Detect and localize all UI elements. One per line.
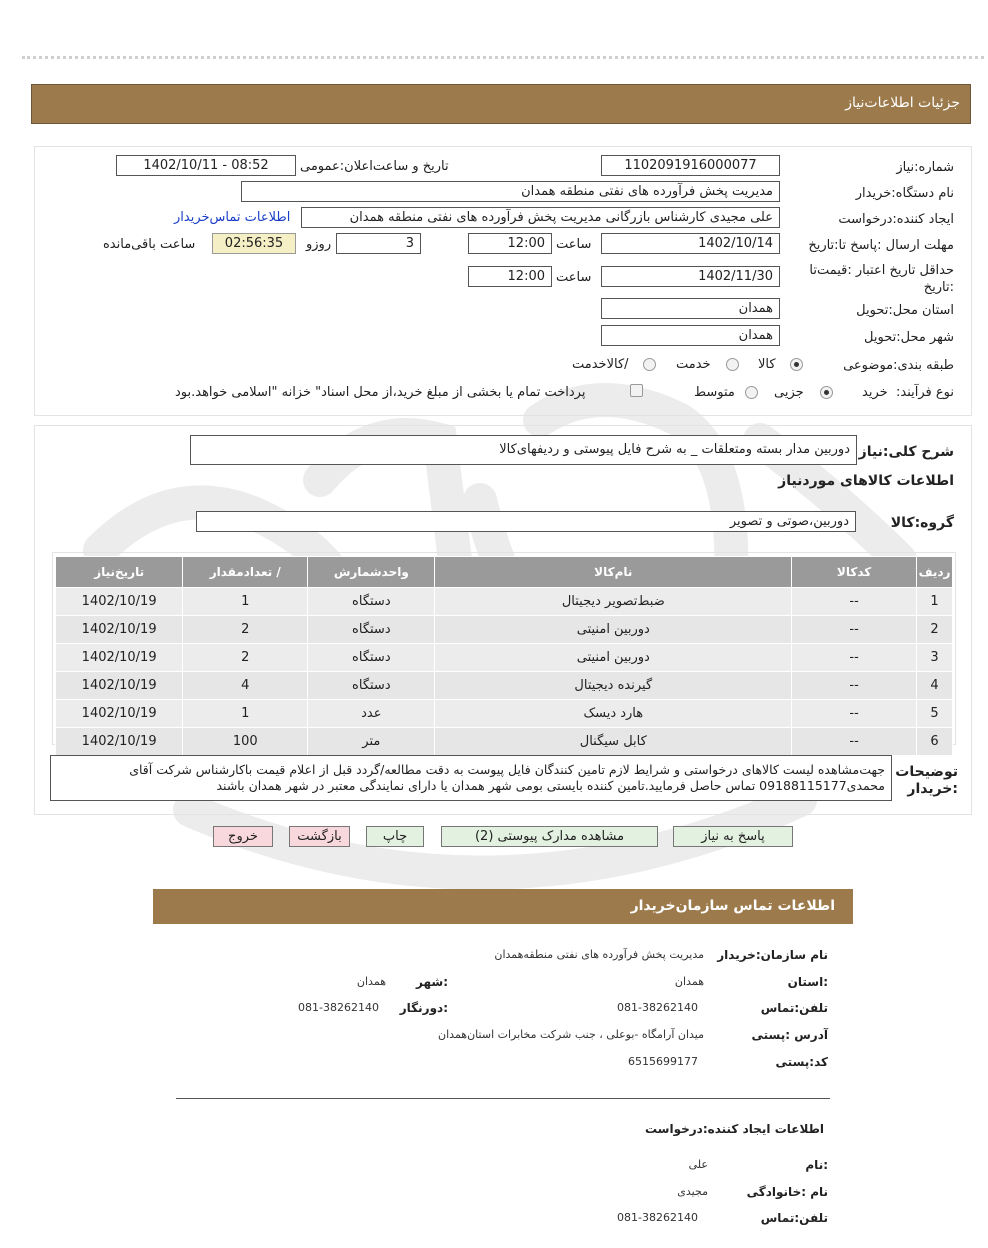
cell-qty: 2: [183, 616, 308, 644]
category-goods-service-radio[interactable]: [643, 358, 656, 371]
cell-code: --: [792, 672, 917, 700]
contact-fax-value: 081-38262140: [298, 1001, 379, 1014]
cell-code: --: [792, 616, 917, 644]
cell-code: --: [792, 588, 917, 616]
contact-phone-value: 081-38262140: [617, 1001, 698, 1014]
contact-province-label: :استان: [787, 975, 828, 989]
contact-city-label: :شهر: [416, 975, 448, 989]
cell-qty: 100: [183, 728, 308, 756]
cell-name: دوربین امنیتی: [435, 616, 792, 644]
cell-date: 1402/10/19: [56, 700, 183, 728]
validity-date-field: 1402/11/30: [601, 266, 780, 287]
contact-org-value: مدیریت پخش فرآورده های نفتی منطقه‌همدان: [494, 948, 704, 961]
cell-row: 2: [917, 616, 953, 644]
cell-qty: 2: [183, 644, 308, 672]
cell-qty: 1: [183, 700, 308, 728]
reply-button[interactable]: پاسخ به نیاز: [673, 826, 793, 847]
cell-name: ضبط‌تصویر دیجیتال: [435, 588, 792, 616]
cell-name: کابل سیگنال: [435, 728, 792, 756]
contact-fax-label: :دورنگار: [399, 1001, 448, 1015]
goods-group-field: دوربین،صوتی و تصویر: [196, 511, 856, 532]
contact-address-label: آدرس :پستی: [751, 1028, 828, 1042]
province-field: همدان: [601, 298, 780, 319]
remaining-time-label: ساعت باقی‌مانده: [103, 237, 196, 252]
items-table: [55, 556, 953, 756]
attachments-button[interactable]: مشاهده مدارک پیوستی (2): [441, 826, 658, 847]
process-minor-label: جزیی: [774, 385, 804, 400]
contact-org-label: نام سازمان:خریدار: [717, 948, 828, 962]
deadline-time-label: ساعت: [556, 237, 592, 252]
creator-name-label: :نام: [805, 1158, 828, 1172]
creator-phone-value: 081-38262140: [617, 1211, 698, 1224]
need-number-field: 1102091916000077: [601, 155, 780, 176]
process-minor-radio[interactable]: [820, 386, 833, 399]
cell-code: --: [792, 728, 917, 756]
summary-field: دوربین مدار بسته ومتعلقات _ به شرح فایل پیوستی و ردیفهای‌کالا: [190, 435, 857, 465]
contact-phone-label: تلفن:تماس: [760, 1001, 828, 1015]
buyer-org-field: مدیریت پخش فرآورده های نفتی منطقه همدان: [241, 181, 780, 202]
contact-address-value: میدان آرامگاه -بوعلی ، جنب شرکت مخابرات استان‌همدان: [438, 1028, 704, 1041]
deadline-date-field: 1402/10/14: [601, 233, 780, 254]
creator-field: علی مجیدی کارشناس بازرگانی مدیریت پخش فرآورده های نفتی منطقه همدان: [301, 207, 780, 228]
validity-time-label: ساعت: [556, 270, 592, 285]
contact-section-title: اطلاعات تماس سازمان‌خریدار: [630, 898, 835, 914]
col-name-header: نام‌کالا: [435, 557, 792, 588]
category-service-radio[interactable]: [726, 358, 739, 371]
contact-province-value: همدان: [674, 975, 704, 988]
deadline-time-field: 12:00: [468, 233, 552, 254]
table-row: [56, 644, 953, 672]
days-label: روزو: [306, 237, 332, 252]
province-label: استان محل:تحویل: [856, 303, 954, 318]
cell-unit: متر: [308, 728, 435, 756]
cell-row: 5: [917, 700, 953, 728]
contact-section-header: [153, 889, 853, 924]
creator-family-value: مجیدی: [677, 1185, 708, 1198]
cell-date: 1402/10/19: [56, 644, 183, 672]
exit-button[interactable]: خروج: [213, 826, 273, 847]
cell-date: 1402/10/19: [56, 588, 183, 616]
cell-name: گیرنده دیجیتال: [435, 672, 792, 700]
cell-name: هارد دیسک: [435, 700, 792, 728]
summary-label: شرح کلی:نیاز: [858, 444, 954, 460]
process-medium-radio[interactable]: [745, 386, 758, 399]
cell-date: 1402/10/19: [56, 672, 183, 700]
table-row: [56, 728, 953, 756]
page-title: جزئیات اطلاعات‌نیاز: [845, 95, 960, 111]
cell-qty: 4: [183, 672, 308, 700]
validity-label: حداقل تاریخ اعتبار :قیمت‌تا :تاریخ: [809, 263, 954, 295]
cell-row: 4: [917, 672, 953, 700]
category-label: طبقه بندی:موضوعی: [843, 358, 954, 373]
page-header: [31, 84, 971, 124]
cell-unit: دستگاه: [308, 588, 435, 616]
creator-name-value: علی: [688, 1158, 708, 1171]
contact-postal-value: 6515699177: [628, 1055, 698, 1068]
cell-unit: دستگاه: [308, 672, 435, 700]
treasury-payment-checkbox[interactable]: [630, 384, 643, 397]
category-goods-label: کالا: [758, 357, 776, 372]
cell-unit: دستگاه: [308, 616, 435, 644]
cell-row: 3: [917, 644, 953, 672]
creator-label: ایجاد کننده:درخواست: [838, 212, 954, 227]
buyer-contact-link[interactable]: اطلاعات تماس‌خریدار: [174, 210, 291, 225]
cell-date: 1402/10/19: [56, 728, 183, 756]
buyer-notes-label: توضیحات :خریدار: [895, 764, 958, 797]
table-row: [56, 588, 953, 616]
city-label: شهر محل:تحویل: [864, 330, 954, 345]
creator-phone-label: تلفن:تماس: [760, 1211, 828, 1225]
cell-row: 1: [917, 588, 953, 616]
process-medium-label: متوسط: [694, 385, 735, 400]
announce-date-field: 1402/10/11 - 08:52: [116, 155, 296, 176]
col-row-header: ردیف: [917, 557, 953, 588]
announce-date-label: تاریخ و ساعت‌اعلان:عمومی: [300, 159, 449, 174]
category-service-label: خدمت: [676, 357, 711, 372]
print-button[interactable]: چاپ: [366, 826, 424, 847]
col-qty-header: / تعدادمقدار: [183, 557, 308, 588]
creator-family-label: نام :خانوادگی: [746, 1185, 828, 1199]
cell-unit: عدد: [308, 700, 435, 728]
process-buy-label: خرید: [862, 385, 888, 400]
cell-code: --: [792, 644, 917, 672]
table-row: [56, 672, 953, 700]
creator-section-title: اطلاعات ایجاد کننده:درخواست: [644, 1122, 824, 1136]
process-label: نوع فرآیند:: [896, 385, 954, 400]
goods-group-label: گروه:کالا: [890, 515, 954, 531]
table-row: [56, 616, 953, 644]
col-code-header: کدکالا: [792, 557, 917, 588]
table-header-row: [56, 557, 953, 588]
need-number-label: شماره:نیاز: [896, 160, 954, 175]
goods-info-title: اطلاعات کالاهای موردنیاز: [778, 473, 954, 489]
category-goods-service-label: /کالاخدمت: [572, 357, 629, 372]
buyer-notes-field: جهت‌مشاهده لیست کالاهای درخواستی و شرایط لازم تامین کنندگان فایل پیوست به دقت مطالعه/گردد قبل از اعلام قیمت با‌کارشناس شرکت آقای محمدی09188115177 تماس حاصل فرمایید.تامین کننده بایستی بومی شهر همدان یا دارای نمایندگی معتبر در شهر همدان باشند: [50, 755, 892, 801]
cell-row: 6: [917, 728, 953, 756]
cell-qty: 1: [183, 588, 308, 616]
col-date-header: تاریخ‌نیاز: [56, 557, 183, 588]
buyer-org-label: نام دستگاه:خریدار: [855, 186, 954, 201]
validity-time-field: 12:00: [468, 266, 552, 287]
top-dotted-divider: [22, 56, 984, 59]
cell-unit: دستگاه: [308, 644, 435, 672]
cell-name: دوربین امنیتی: [435, 644, 792, 672]
cell-date: 1402/10/19: [56, 616, 183, 644]
contact-city-value: همدان: [356, 975, 386, 988]
contact-divider: [176, 1098, 830, 1099]
treasury-payment-note: پرداخت تمام یا بخشی از مبلغ خرید،از محل اسناد" خزانه "اسلامی خواهد.بود: [175, 385, 586, 400]
cell-code: --: [792, 700, 917, 728]
col-unit-header: واحدشمارش: [308, 557, 435, 588]
table-row: [56, 700, 953, 728]
city-field: همدان: [601, 325, 780, 346]
contact-postal-label: کد:پستی: [775, 1055, 828, 1069]
category-goods-radio[interactable]: [790, 358, 803, 371]
remaining-time-field: 02:56:35: [212, 233, 296, 254]
deadline-label: مهلت ارسال :پاسخ تا:تاریخ: [808, 238, 954, 253]
days-field: 3: [336, 233, 421, 254]
back-button[interactable]: بازگشت: [289, 826, 350, 847]
